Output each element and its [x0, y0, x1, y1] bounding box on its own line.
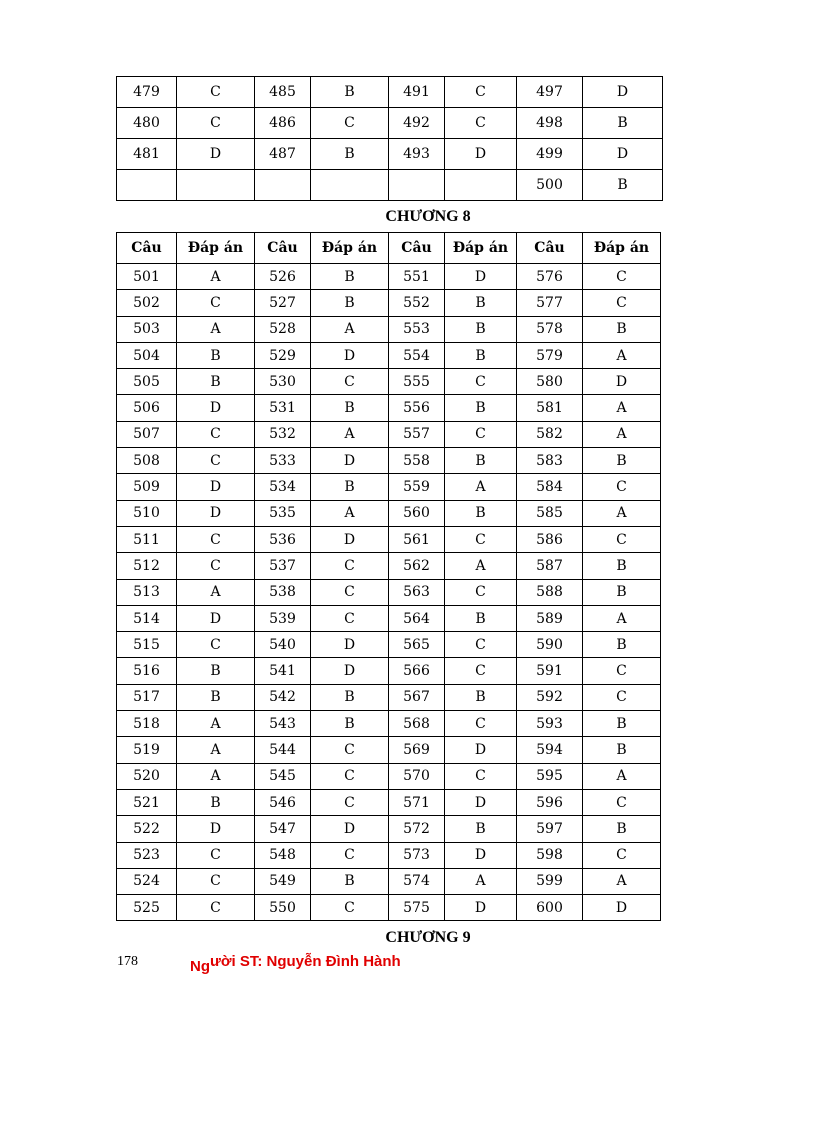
table-row — [117, 500, 661, 526]
answer-cell: D — [445, 895, 517, 921]
question-number-cell: 525 — [117, 895, 177, 921]
answer-cell — [445, 170, 517, 201]
question-number-cell: 549 — [255, 868, 311, 894]
question-number-cell: 503 — [117, 316, 177, 342]
answer-cell: C — [445, 632, 517, 658]
answer-cell: B — [311, 395, 389, 421]
answer-cell: B — [583, 711, 661, 737]
header-answer: Đáp án — [583, 233, 661, 264]
answer-cell: B — [311, 474, 389, 500]
answer-cell: C — [445, 763, 517, 789]
question-number-cell: 521 — [117, 789, 177, 815]
table-row — [117, 895, 661, 921]
answer-cell: A — [177, 763, 255, 789]
answer-cell: C — [177, 842, 255, 868]
table-row — [117, 395, 661, 421]
question-number-cell: 570 — [389, 763, 445, 789]
answer-cell: B — [177, 789, 255, 815]
question-number-cell: 542 — [255, 684, 311, 710]
question-number-cell — [255, 170, 311, 201]
answer-cell: D — [311, 816, 389, 842]
header-question: Câu — [255, 233, 311, 264]
answer-cell: D — [583, 77, 663, 108]
question-number-cell: 541 — [255, 658, 311, 684]
answer-cell: A — [177, 316, 255, 342]
answer-cell: C — [177, 290, 255, 316]
answer-cell: B — [311, 139, 389, 170]
answer-cell: A — [177, 711, 255, 737]
question-number-cell: 579 — [517, 342, 583, 368]
answer-cell: C — [445, 526, 517, 552]
question-number-cell: 539 — [255, 605, 311, 631]
answer-cell: B — [445, 395, 517, 421]
chapter-8-heading: CHƯƠNG 8 — [385, 208, 471, 225]
header-answer: Đáp án — [445, 233, 517, 264]
question-number-cell: 548 — [255, 842, 311, 868]
answer-cell: C — [311, 842, 389, 868]
question-number-cell: 555 — [389, 369, 445, 395]
answer-cell: C — [311, 108, 389, 139]
table-row — [117, 684, 661, 710]
answer-cell: C — [445, 108, 517, 139]
answer-cell: B — [445, 316, 517, 342]
question-number-cell: 566 — [389, 658, 445, 684]
author-credit-lead: Ng — [190, 958, 210, 975]
answer-cell: A — [583, 500, 661, 526]
table-row — [117, 605, 661, 631]
header-answer: Đáp án — [177, 233, 255, 264]
question-number-cell: 577 — [517, 290, 583, 316]
question-number-cell: 535 — [255, 500, 311, 526]
answer-cell: C — [311, 895, 389, 921]
question-number-cell: 526 — [255, 264, 311, 290]
question-number-cell: 544 — [255, 737, 311, 763]
question-number-cell: 574 — [389, 868, 445, 894]
question-number-cell: 578 — [517, 316, 583, 342]
question-number-cell: 553 — [389, 316, 445, 342]
table-row — [117, 77, 663, 108]
question-number-cell: 479 — [117, 77, 177, 108]
answer-cell: A — [177, 579, 255, 605]
answer-cell: B — [583, 448, 661, 474]
question-number-cell: 507 — [117, 421, 177, 447]
question-number-cell: 560 — [389, 500, 445, 526]
question-number-cell: 597 — [517, 816, 583, 842]
table-row — [117, 711, 661, 737]
table-row — [117, 763, 661, 789]
question-number-cell: 559 — [389, 474, 445, 500]
question-number-cell: 600 — [517, 895, 583, 921]
table-row — [117, 553, 661, 579]
answer-cell: B — [311, 264, 389, 290]
question-number-cell: 580 — [517, 369, 583, 395]
question-number-cell: 562 — [389, 553, 445, 579]
question-number-cell: 529 — [255, 342, 311, 368]
table-row — [117, 342, 661, 368]
answer-cell: C — [177, 421, 255, 447]
question-number-cell: 596 — [517, 789, 583, 815]
question-number-cell: 547 — [255, 816, 311, 842]
table-row — [117, 139, 663, 170]
question-number-cell: 586 — [517, 526, 583, 552]
question-number-cell: 556 — [389, 395, 445, 421]
answer-cell: D — [177, 395, 255, 421]
answer-cell: C — [583, 290, 661, 316]
answer-cell: B — [177, 658, 255, 684]
table-row — [117, 526, 661, 552]
question-number-cell: 594 — [517, 737, 583, 763]
question-number-cell: 519 — [117, 737, 177, 763]
table-row — [117, 316, 661, 342]
table-row — [117, 816, 661, 842]
answer-cell: A — [583, 763, 661, 789]
question-number-cell: 480 — [117, 108, 177, 139]
answer-cell: C — [177, 868, 255, 894]
answer-cell: C — [311, 369, 389, 395]
answer-cell: C — [583, 789, 661, 815]
answer-cell: B — [445, 816, 517, 842]
question-number-cell: 497 — [517, 77, 583, 108]
answer-cell: C — [177, 632, 255, 658]
answer-cell: B — [445, 342, 517, 368]
answer-cell: D — [445, 789, 517, 815]
question-number-cell: 516 — [117, 658, 177, 684]
answer-cell: B — [445, 290, 517, 316]
question-number-cell: 558 — [389, 448, 445, 474]
answer-cell: B — [583, 737, 661, 763]
answer-cell: C — [445, 658, 517, 684]
question-number-cell: 506 — [117, 395, 177, 421]
answer-cell: B — [583, 108, 663, 139]
question-number-cell: 515 — [117, 632, 177, 658]
answer-cell: B — [583, 816, 661, 842]
question-number-cell: 567 — [389, 684, 445, 710]
chapter-8-answer-table — [116, 232, 661, 921]
question-number-cell: 533 — [255, 448, 311, 474]
question-number-cell: 530 — [255, 369, 311, 395]
question-number-cell: 536 — [255, 526, 311, 552]
table-row — [117, 737, 661, 763]
table-row — [117, 842, 661, 868]
header-question: Câu — [117, 233, 177, 264]
question-number-cell: 512 — [117, 553, 177, 579]
question-number-cell — [389, 170, 445, 201]
answer-cell: C — [177, 108, 255, 139]
chapter-9-heading: CHƯƠNG 9 — [385, 929, 471, 946]
question-number-cell: 583 — [517, 448, 583, 474]
question-number-cell: 576 — [517, 264, 583, 290]
table-row — [117, 264, 661, 290]
answer-cell: D — [311, 526, 389, 552]
question-number-cell: 568 — [389, 711, 445, 737]
answer-cell: D — [177, 474, 255, 500]
answer-cell — [177, 170, 255, 201]
question-number-cell: 585 — [517, 500, 583, 526]
answer-cell: C — [445, 77, 517, 108]
question-number-cell: 522 — [117, 816, 177, 842]
answer-cell: A — [583, 395, 661, 421]
answer-cell: D — [177, 139, 255, 170]
answer-cell: C — [583, 264, 661, 290]
answer-cell: D — [311, 342, 389, 368]
question-number-cell — [117, 170, 177, 201]
answer-cell: C — [445, 579, 517, 605]
answer-cell: B — [445, 448, 517, 474]
question-number-cell: 550 — [255, 895, 311, 921]
question-number-cell: 575 — [389, 895, 445, 921]
question-number-cell: 518 — [117, 711, 177, 737]
answer-cell: C — [445, 421, 517, 447]
table-header-row — [117, 233, 661, 264]
question-number-cell: 510 — [117, 500, 177, 526]
question-number-cell: 563 — [389, 579, 445, 605]
question-number-cell: 590 — [517, 632, 583, 658]
table-row — [117, 658, 661, 684]
answer-cell: B — [445, 605, 517, 631]
answer-cell: C — [177, 448, 255, 474]
question-number-cell: 561 — [389, 526, 445, 552]
answer-cell: C — [177, 526, 255, 552]
answer-cell: D — [177, 816, 255, 842]
question-number-cell: 509 — [117, 474, 177, 500]
header-question: Câu — [517, 233, 583, 264]
answer-cell: C — [583, 842, 661, 868]
answer-cell: D — [583, 139, 663, 170]
question-number-cell: 527 — [255, 290, 311, 316]
question-number-cell: 554 — [389, 342, 445, 368]
answer-cell: D — [177, 605, 255, 631]
answer-cell: D — [311, 632, 389, 658]
question-number-cell: 564 — [389, 605, 445, 631]
question-number-cell: 534 — [255, 474, 311, 500]
header-answer: Đáp án — [311, 233, 389, 264]
question-number-cell: 486 — [255, 108, 311, 139]
answer-cell: D — [445, 737, 517, 763]
question-number-cell: 593 — [517, 711, 583, 737]
answer-cell: B — [311, 868, 389, 894]
question-number-cell: 581 — [517, 395, 583, 421]
question-number-cell: 493 — [389, 139, 445, 170]
answer-cell: C — [583, 658, 661, 684]
answer-cell: B — [583, 632, 661, 658]
answer-cell: A — [311, 500, 389, 526]
answer-cell: D — [445, 842, 517, 868]
question-number-cell: 571 — [389, 789, 445, 815]
answer-cell: B — [177, 684, 255, 710]
answer-cell: B — [311, 290, 389, 316]
question-number-cell: 523 — [117, 842, 177, 868]
question-number-cell: 531 — [255, 395, 311, 421]
question-number-cell: 499 — [517, 139, 583, 170]
answer-cell: B — [177, 342, 255, 368]
table-row — [117, 868, 661, 894]
question-number-cell: 569 — [389, 737, 445, 763]
answer-cell: C — [583, 526, 661, 552]
answer-cell: A — [583, 605, 661, 631]
answer-cell: C — [177, 553, 255, 579]
question-number-cell: 599 — [517, 868, 583, 894]
question-number-cell: 551 — [389, 264, 445, 290]
table-row — [117, 632, 661, 658]
answer-cell: C — [311, 579, 389, 605]
answer-table-continued — [116, 76, 663, 201]
header-question: Câu — [389, 233, 445, 264]
table-row — [117, 108, 663, 139]
question-number-cell: 524 — [117, 868, 177, 894]
answer-cell: B — [311, 711, 389, 737]
question-number-cell: 500 — [517, 170, 583, 201]
question-number-cell: 545 — [255, 763, 311, 789]
question-number-cell: 587 — [517, 553, 583, 579]
table-row — [117, 474, 661, 500]
question-number-cell: 504 — [117, 342, 177, 368]
question-number-cell: 537 — [255, 553, 311, 579]
answer-cell: C — [311, 763, 389, 789]
table-row — [117, 579, 661, 605]
table-row — [117, 448, 661, 474]
question-number-cell: 485 — [255, 77, 311, 108]
question-number-cell: 517 — [117, 684, 177, 710]
answer-cell: B — [445, 500, 517, 526]
table-row — [117, 789, 661, 815]
answer-cell: D — [177, 500, 255, 526]
author-credit — [190, 953, 401, 975]
table-row — [117, 170, 663, 201]
answer-cell: B — [311, 77, 389, 108]
question-number-cell: 501 — [117, 264, 177, 290]
answer-cell: B — [583, 579, 661, 605]
question-number-cell: 546 — [255, 789, 311, 815]
answer-cell: C — [311, 553, 389, 579]
question-number-cell: 508 — [117, 448, 177, 474]
question-number-cell: 588 — [517, 579, 583, 605]
answer-cell: B — [583, 316, 661, 342]
answer-cell: C — [445, 711, 517, 737]
question-number-cell: 584 — [517, 474, 583, 500]
question-number-cell: 491 — [389, 77, 445, 108]
question-number-cell: 532 — [255, 421, 311, 447]
question-number-cell: 492 — [389, 108, 445, 139]
answer-cell: C — [311, 789, 389, 815]
answer-cell: A — [583, 421, 661, 447]
question-number-cell: 502 — [117, 290, 177, 316]
question-number-cell: 552 — [389, 290, 445, 316]
question-number-cell: 505 — [117, 369, 177, 395]
question-number-cell: 565 — [389, 632, 445, 658]
answer-cell: C — [583, 474, 661, 500]
question-number-cell: 513 — [117, 579, 177, 605]
question-number-cell: 514 — [117, 605, 177, 631]
question-number-cell: 557 — [389, 421, 445, 447]
question-number-cell: 538 — [255, 579, 311, 605]
answer-cell: B — [177, 369, 255, 395]
answer-cell: A — [177, 737, 255, 763]
question-number-cell: 582 — [517, 421, 583, 447]
page-number: 178 — [117, 954, 138, 969]
question-number-cell: 543 — [255, 711, 311, 737]
answer-cell: A — [583, 868, 661, 894]
question-number-cell: 528 — [255, 316, 311, 342]
answer-cell: D — [311, 658, 389, 684]
answer-cell: A — [311, 316, 389, 342]
answer-cell: C — [177, 77, 255, 108]
author-credit-text: ười ST: Nguyễn Đình Hành — [210, 953, 401, 970]
answer-cell: D — [445, 139, 517, 170]
answer-cell: D — [583, 369, 661, 395]
question-number-cell: 540 — [255, 632, 311, 658]
table-row — [117, 421, 661, 447]
answer-cell: C — [445, 369, 517, 395]
answer-cell: D — [583, 895, 661, 921]
answer-cell: B — [583, 553, 661, 579]
question-number-cell: 572 — [389, 816, 445, 842]
answer-cell: B — [445, 684, 517, 710]
question-number-cell: 595 — [517, 763, 583, 789]
table-row — [117, 369, 661, 395]
answer-cell: D — [311, 448, 389, 474]
answer-cell: A — [445, 474, 517, 500]
question-number-cell: 511 — [117, 526, 177, 552]
answer-cell: A — [177, 264, 255, 290]
answer-cell: A — [583, 342, 661, 368]
answer-cell: A — [311, 421, 389, 447]
answer-cell: B — [583, 170, 663, 201]
answer-cell: A — [445, 553, 517, 579]
question-number-cell: 573 — [389, 842, 445, 868]
answer-cell: C — [311, 737, 389, 763]
question-number-cell: 487 — [255, 139, 311, 170]
question-number-cell: 589 — [517, 605, 583, 631]
question-number-cell: 481 — [117, 139, 177, 170]
answer-cell — [311, 170, 389, 201]
question-number-cell: 591 — [517, 658, 583, 684]
answer-cell: D — [445, 264, 517, 290]
answer-cell: C — [311, 605, 389, 631]
question-number-cell: 598 — [517, 842, 583, 868]
answer-cell: B — [311, 684, 389, 710]
answer-cell: C — [177, 895, 255, 921]
answer-cell: C — [583, 684, 661, 710]
answer-cell: A — [445, 868, 517, 894]
question-number-cell: 498 — [517, 108, 583, 139]
table-row — [117, 290, 661, 316]
question-number-cell: 520 — [117, 763, 177, 789]
question-number-cell: 592 — [517, 684, 583, 710]
